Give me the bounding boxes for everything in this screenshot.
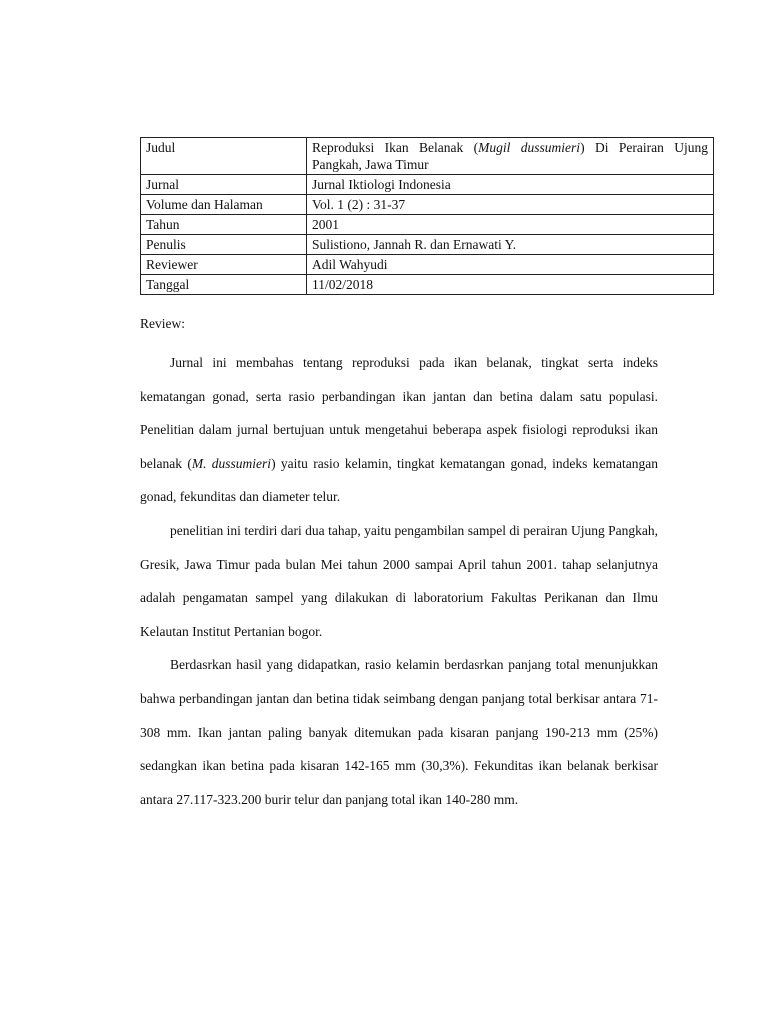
row-key-tanggal: Tanggal [141,275,307,295]
row-key-penulis: Penulis [141,235,307,255]
row-value-tanggal: 11/02/2018 [307,275,714,295]
table-row [141,275,714,295]
row-value-volume: Vol. 1 (2) : 31-37 [307,195,714,215]
title-text-post: ) Di Perairan Ujung Pangkah, Jawa Timur [312,140,708,172]
title-species-italic: Mugil dussumieri [478,140,581,155]
review-heading: Review: [140,316,185,331]
row-key-reviewer: Reviewer [141,255,307,275]
row-value-tahun: 2001 [307,215,714,235]
review-paragraph-2: penelitian ini terdiri dari dua tahap, yaitu pengambilan sampel di perairan Ujung Pangkah, Gresik, Jawa Timur pada bulan Mei tahun 2000 sampai April tahun 2001. tahap selanjutnya adalah pengamatan sampel yang dilakukan di laboratorium Fakultas Perikanan dan Ilmu Kelautan Institut Pertanian bogor. [140,522,658,639]
paragraph-1-text-b: ) yaitu rasio kelamin, tingkat kematangan gonad, indeks kematangan gonad, fekunditas dan diameter telur. [140,455,659,505]
table-row [141,138,714,175]
row-value-jurnal: Jurnal Iktiologi Indonesia [307,175,714,195]
paragraph-1-species-italic: M. dussumieri [191,455,272,471]
row-value-judul [307,138,714,175]
table-row [141,215,714,235]
review-body [140,346,658,816]
row-key-jurnal: Jurnal [141,175,307,195]
row-value-penulis: Sulistiono, Jannah R. dan Ernawati Y. [307,235,714,255]
table-row [141,235,714,255]
review-paragraph-3: Berdasrkan hasil yang didapatkan, rasio kelamin berdasrkan panjang total menunjukkan bahwa perbandingan jantan dan betina tidak seimbang dengan panjang total berkisar antara 71-308 mm. Ikan jantan paling banyak ditemukan pada kisaran panjang 190-213 mm (25%) sedangkan ikan betina pada kisaran 142-165 mm (30,3%). Fekunditas ikan belanak berkisar antara 27.117-323.200 burir telur dan panjang total ikan 140-280 mm. [140,657,658,807]
document-page [140,137,714,816]
row-value-reviewer: Adil Wahyudi [307,255,714,275]
table-row [141,255,714,275]
row-key-volume: Volume dan Halaman [141,195,307,215]
row-key-judul: Judul [141,138,307,175]
title-text-pre: Reproduksi Ikan Belanak ( [312,140,479,155]
table-row [141,195,714,215]
paragraph-1-text-a: Jurnal ini membahas tentang reproduksi pada ikan belanak, tingkat serta indeks kematangan gonad, serta rasio perbandingan ikan jantan dan betina dalam satu populasi. Penelitian dalam jurnal bertujuan untuk mengetahui beberapa aspek fisiologi reproduksi ikan belanak ( [140,355,658,471]
journal-info-table [140,137,714,295]
table-row [141,175,714,195]
row-key-tahun: Tahun [141,215,307,235]
review-paragraph-1 [140,346,658,514]
